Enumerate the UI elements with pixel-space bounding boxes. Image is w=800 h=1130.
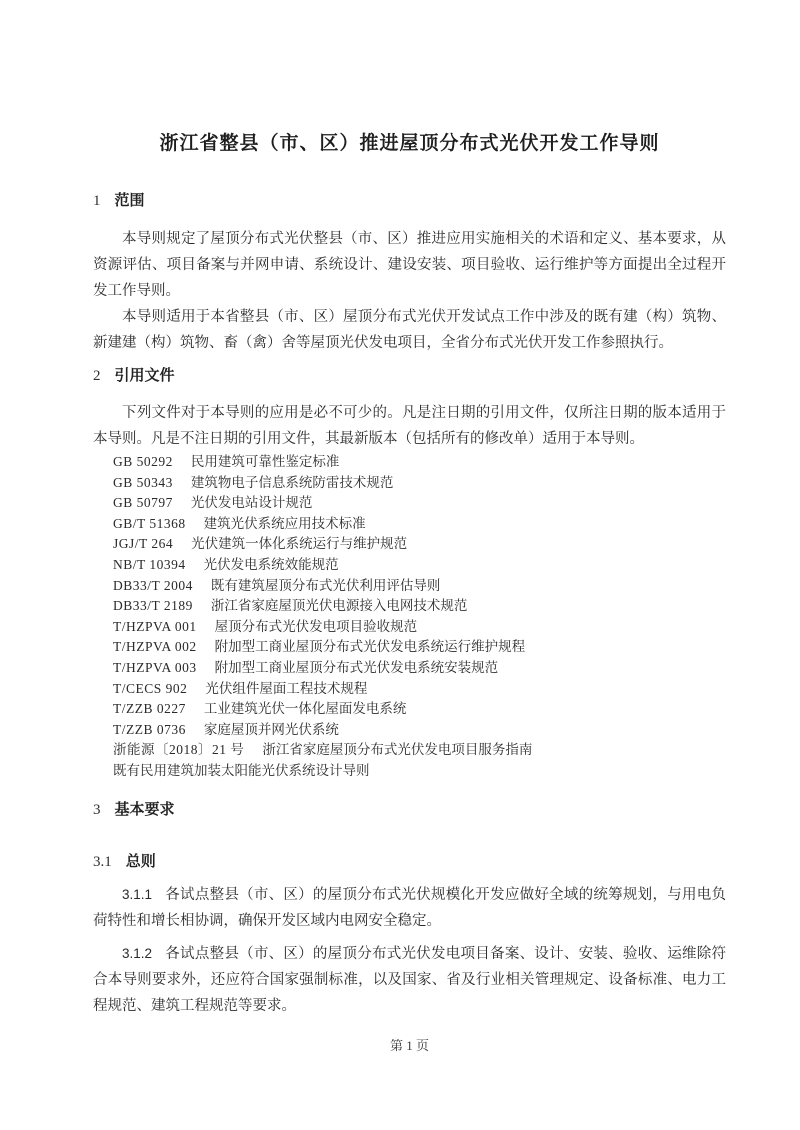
section-number: 2: [93, 368, 101, 384]
scope-paragraph-2: 本导则适用于本省整县（市、区）屋顶分布式光伏开发试点工作中涉及的既有建（构）筑物、新建建（构）筑物、畜（禽）舍等屋顶光伏发电项目，全省分布式光伏开发工作参照执行。: [93, 309, 726, 351]
reference-code: 浙能源〔2018〕21 号: [113, 742, 245, 758]
reference-name: 工业建筑光伏一体化屋面发电系统: [203, 701, 407, 717]
reference-item: [113, 514, 726, 535]
section-references: [93, 366, 726, 782]
reference-code: T/HZPVA 002: [113, 639, 197, 655]
reference-name: 光伏发电站设计规范: [190, 495, 313, 511]
reference-item: [113, 740, 726, 761]
reference-name: 附加型工商业屋顶分布式光伏发电系统安装规范: [214, 659, 499, 675]
subsection-general-heading: [93, 852, 726, 872]
clause-text: 各试点整县（市、区）的屋顶分布式光伏规模化开发应做好全域的统筹规划，与用电负荷特性和增长相协调，确保开发区域内电网安全稳定。: [93, 886, 726, 929]
reference-item: [113, 473, 726, 494]
section-basic-heading: [93, 800, 726, 820]
document-title: 浙江省整县（市、区）推进屋顶分布式光伏开发工作导则: [159, 133, 660, 154]
section-number: 3: [93, 801, 101, 818]
reference-item: [113, 617, 726, 638]
section-number: 1: [93, 193, 101, 209]
clause-number: 3.1.1: [122, 886, 153, 902]
reference-code: GB 50343: [113, 474, 173, 490]
reference-name: 光伏建筑一体化系统运行与维护规范: [191, 536, 408, 552]
reference-code: JGJ/T 264: [113, 536, 174, 552]
page-number: 第 1 页: [389, 1037, 429, 1053]
reference-name: 既有民用建筑加装太阳能光伏系统设计导则: [113, 762, 370, 778]
reference-code: NB/T 10394: [113, 556, 186, 572]
reference-name: 建筑光伏系统应用技术标准: [203, 515, 366, 531]
reference-code: T/HZPVA 003: [113, 659, 197, 675]
section-basic-requirements: [93, 800, 726, 1019]
subsection-heading-text: 总则: [125, 852, 156, 870]
reference-code: DB33/T 2189: [113, 598, 193, 614]
reference-item: [113, 637, 726, 658]
reference-item: [113, 679, 726, 700]
reference-item: [113, 576, 726, 597]
reference-code: T/HZPVA 001: [113, 618, 197, 634]
reference-code: DB33/T 2004: [113, 577, 193, 593]
reference-item: [113, 452, 726, 473]
section-references-heading: [93, 366, 726, 386]
reference-item: [113, 720, 726, 741]
section-heading-text: 引用文件: [114, 367, 175, 384]
section-heading-text: 范围: [114, 192, 145, 209]
reference-name: 屋顶分布式光伏发电项目验收规范: [214, 618, 418, 634]
reference-item: [113, 493, 726, 514]
subsection-number: 3.1: [93, 853, 112, 870]
clause-3-1-2: [93, 941, 726, 1019]
reference-name: 浙江省家庭屋顶分布式光伏发电项目服务指南: [262, 742, 533, 758]
reference-item: [113, 534, 726, 555]
clause-3-1-1: [93, 882, 726, 934]
reference-code: GB 50797: [113, 495, 173, 511]
clause-number: 3.1.2: [122, 945, 153, 961]
references-intro-wrap: [93, 400, 726, 452]
reference-name: 光伏发电系统效能规范: [203, 556, 339, 572]
reference-code: T/ZZB 0227: [113, 701, 186, 717]
scope-paragraphs: [93, 226, 726, 356]
reference-name: 家庭屋顶并网光伏系统: [203, 721, 339, 737]
reference-name: 附加型工商业屋顶分布式光伏发电系统运行维护规程: [214, 639, 526, 655]
reference-code: T/CECS 902: [113, 680, 188, 696]
section-heading-text: 基本要求: [114, 800, 175, 818]
reference-name: 既有建筑屋顶分布式光伏利用评估导则: [210, 577, 441, 593]
section-scope: [93, 191, 726, 356]
references-intro: 下列文件对于本导则的应用是必不可少的。凡是注日期的引用文件，仅所注日期的版本适用于本导则。凡是不注日期的引用文件，其最新版本（包括所有的修改单）适用于本导则。: [93, 405, 726, 447]
reference-item: [113, 761, 726, 782]
clause-text: 各试点整县（市、区）的屋顶分布式光伏发电项目备案、设计、安装、验收、运维除符合本导则要求外，还应符合国家强制标准，以及国家、省及行业相关管理规定、设备标准、电力工程规范、建筑工程规范等要求。: [93, 945, 726, 1014]
reference-name: 民用建筑可靠性鉴定标准: [190, 454, 340, 469]
reference-code: GB 50292: [113, 454, 173, 469]
reference-item: [113, 596, 726, 617]
reference-code: T/ZZB 0736: [113, 721, 186, 737]
reference-item: [113, 658, 726, 679]
reference-name: 浙江省家庭屋顶光伏电源接入电网技术规范: [210, 598, 468, 614]
reference-name: 建筑物电子信息系统防雷技术规范: [190, 474, 394, 490]
reference-list: [93, 452, 726, 782]
reference-code: GB/T 51368: [113, 515, 186, 531]
reference-item: [113, 555, 726, 576]
section-scope-heading: [93, 191, 726, 211]
reference-name: 光伏组件屋面工程技术规程: [205, 680, 368, 696]
scope-paragraph-1: 本导则规定了屋顶分布式光伏整县（市、区）推进应用实施相关的术语和定义、基本要求，从资源评估、项目备案与并网申请、系统设计、建设安装、项目验收、运行维护等方面提出全过程开发工作导则。: [93, 231, 726, 299]
reference-item: [113, 699, 726, 720]
